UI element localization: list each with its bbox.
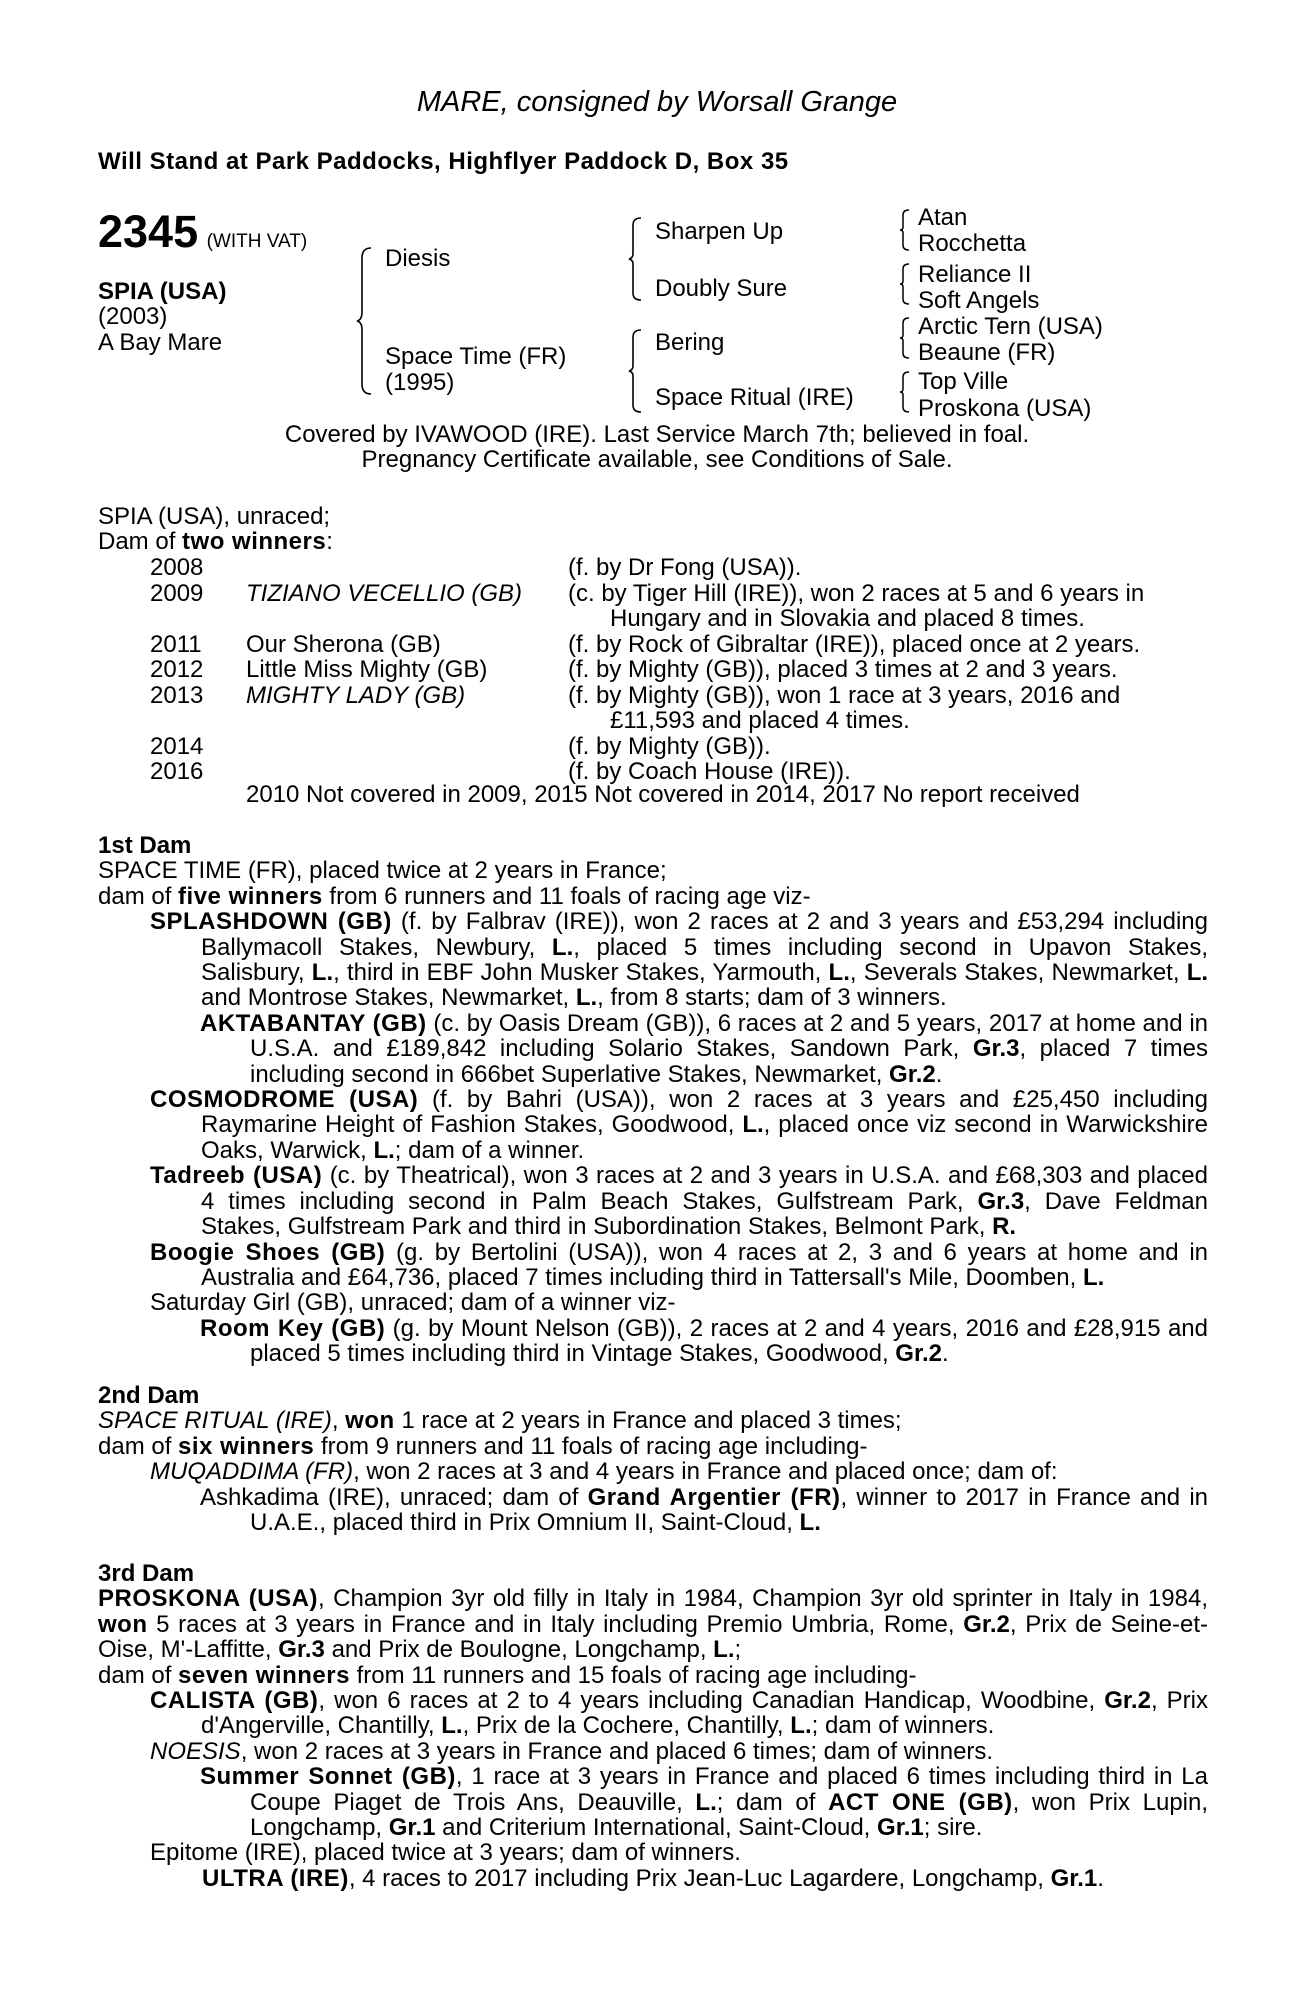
pedigree-dds: Top Ville xyxy=(918,368,1009,395)
covering-line-1: Covered by IVAWOOD (IRE). Last Service March 7th; believed in foal. xyxy=(284,421,1030,448)
pedigree-dss: Arctic Tern (USA) xyxy=(918,313,1103,340)
consignor-line: MARE, consigned by Worsall Grange xyxy=(416,86,898,118)
mare-dam-of: Dam of two winners: xyxy=(98,528,333,555)
boogie-shoes-entry: Boogie Shoes (GB) (g. by Bertolini (USA)), won 4 races at 2, 3 and 6 years at home and in Australia and £64,736, placed 7 times including third in Tattersall's Mile, Doomben, L. xyxy=(150,1238,1209,1291)
tadreeb-entry: Tadreeb (USA) (c. by Theatrical), won 3 races at 2 and 3 years in U.S.A. and £68,303 and placed 4 times including second in Palm Beach Stakes, Gulfstream Park, Gr.3, Dave Feldman Stakes, Gulfstream Park and third in Subordination Stakes, Belmont Park, R. xyxy=(150,1162,1209,1241)
produce-year: 2014 xyxy=(150,732,204,760)
produce-year: 2009 xyxy=(150,579,204,607)
pedigree-ss: Sharpen Up xyxy=(655,218,784,245)
pedigree-sds: Reliance II xyxy=(918,261,1032,288)
produce-row xyxy=(150,657,1190,683)
produce-name: Our Sherona (GB) xyxy=(246,630,441,658)
second-dam-heading: 2nd Dam xyxy=(98,1382,200,1409)
pedigree-ddd: Proskona (USA) xyxy=(918,395,1092,422)
produce-name: TIZIANO VECELLIO (GB) xyxy=(246,579,523,607)
splashdown-entry: SPLASHDOWN (GB) (f. by Falbrav (IRE)), won 2 races at 2 and 3 years and £53,294 including Ballymacoll Stakes, Newbury, L., placed 5 times including second in Upavon Stakes, Salisbury, L., third in EBF John Musker Stakes, Yarmouth, L., Severals Stakes, Newmarket, L. and Montrose Stakes, Newmarket, L., from 8 starts; dam of 3 winners. xyxy=(150,908,1209,1012)
produce-row xyxy=(150,683,1190,734)
room-key-entry: Room Key (GB) (g. by Mount Nelson (GB)), 2 races at 2 and 4 years, 2016 and £28,915 and placed 5 times including third in Vintage Stakes, Goodwood, Gr.2. xyxy=(200,1314,1209,1368)
pedigree-brace-3b xyxy=(898,262,912,306)
produce-name xyxy=(246,734,568,760)
first-dam-heading: 1st Dam xyxy=(98,832,192,859)
produce-detail: (f. by Mighty (GB)), won 1 race at 3 years, 2016 and £11,593 and placed 4 times. xyxy=(568,681,1121,734)
pedigree-sdd: Soft Angels xyxy=(918,287,1040,314)
produce-note: 2010 Not covered in 2009, 2015 Not covered in 2014, 2017 No report received xyxy=(246,781,1080,808)
produce-row xyxy=(150,734,1190,760)
pedigree-sss: Atan xyxy=(918,204,968,231)
produce-detail: (f. by Dr Fong (USA)). xyxy=(568,554,802,581)
calista-entry: CALISTA (GB), won 6 races at 2 to 4 years including Canadian Handicap, Woodbine, Gr.2, Prix d'Angerville, Chantilly, L., Prix de la Cochere, Chantilly, L.; dam of winners. xyxy=(150,1687,1209,1740)
pedigree-brace-2b xyxy=(627,328,645,414)
produce-row xyxy=(150,632,1190,658)
pedigree-brace-1 xyxy=(355,246,375,396)
pedigree-dsd: Beaune (FR) xyxy=(918,339,1056,366)
pedigree-brace-3c xyxy=(898,316,912,360)
produce-row xyxy=(150,581,1190,632)
produce-year: 2011 xyxy=(150,630,202,658)
lot-number-row xyxy=(98,206,307,258)
produce-name: MIGHTY LADY (GB) xyxy=(246,681,466,709)
produce-detail: (c. by Tiger Hill (IRE)), won 2 races at 5 and 6 years in Hungary and in Slovakia and placed 8 times. xyxy=(568,579,1145,632)
ultra-entry: ULTRA (IRE), 4 races to 2017 including Prix Jean-Luc Lagardere, Longchamp, Gr.1. xyxy=(202,1864,1104,1892)
proskona-entry: PROSKONA (USA), Champion 3yr old filly in Italy in 1984, Champion 3yr old sprinter in Italy in 1984, won 5 races at 3 years in France and in Italy including Premio Umbria, Rome, Gr.2, Prix de Seine-et-Oise, M'-Laffitte, Gr.3 and Prix de Boulogne, Longchamp, L.; xyxy=(98,1585,1208,1664)
third-dam-section xyxy=(98,1561,1208,1891)
horse-description: A Bay Mare xyxy=(98,329,223,356)
muqaddima-entry: MUQADDIMA (FR), won 2 races at 3 and 4 years in France and placed once; dam of: xyxy=(150,1458,1058,1486)
cosmodrome-entry: COSMODROME (USA) (f. by Bahri (USA)), won 2 races at 3 years and £25,450 including Raymarine Height of Fashion Stakes, Goodwood, L., placed once viz second in Warwickshire Oaks, Warwick, L.; dam of a winner. xyxy=(150,1086,1209,1164)
produce-detail: (f. by Rock of Gibraltar (IRE)), placed once at 2 years. xyxy=(568,630,1141,658)
first-dam-line-1: SPACE TIME (FR), placed twice at 2 years in France; xyxy=(98,857,667,885)
pedigree-dd: Space Ritual (IRE) xyxy=(655,384,854,411)
produce-year: 2016 xyxy=(150,758,204,785)
pedigree-brace-2a xyxy=(627,216,645,302)
location-line: Will Stand at Park Paddocks, Highflyer Paddock D, Box 35 xyxy=(98,148,789,175)
pedigree-dam: Space Time (FR) xyxy=(385,343,567,370)
produce-year: 2013 xyxy=(150,681,204,709)
second-dam-line-1: SPACE RITUAL (IRE), won 1 race at 2 years in France and placed 3 times; xyxy=(98,1407,902,1435)
produce-detail: (f. by Mighty (GB)), placed 3 times at 2 and 3 years. xyxy=(568,656,1118,683)
pedigree-dam-year: (1995) xyxy=(385,369,455,396)
produce-detail: (f. by Mighty (GB)). xyxy=(568,732,771,760)
pedigree-sd: Doubly Sure xyxy=(655,275,788,302)
third-dam-line-2: dam of seven winners from 11 runners and 15 foals of racing age including- xyxy=(98,1661,917,1689)
mare-status: SPIA (USA), unraced; xyxy=(98,503,331,530)
ashkadima-entry: Ashkadima (IRE), unraced; dam of Grand Argentier (FR), winner to 2017 in France and in U.A.E., placed third in Prix Omnium II, Saint-Cloud, L. xyxy=(200,1483,1208,1537)
second-dam-section xyxy=(98,1383,1208,1535)
first-dam-line-2: dam of five winners from 6 runners and 11 foals of racing age viz- xyxy=(98,882,811,910)
produce-name xyxy=(246,555,568,581)
covering-line-2: Pregnancy Certificate available, see Conditions of Sale. xyxy=(361,446,953,473)
horse-name: SPIA (USA) xyxy=(98,278,227,305)
produce-name: Little Miss Mighty (GB) xyxy=(246,656,488,683)
produce-year: 2012 xyxy=(150,656,204,683)
produce-year: 2008 xyxy=(150,554,204,581)
noesis-entry: NOESIS, won 2 races at 3 years in France and placed 6 times; dam of winners. xyxy=(150,1737,994,1765)
produce-detail: (f. by Coach House (IRE)). xyxy=(568,758,851,785)
second-dam-line-2: dam of six winners from 9 runners and 11 foals of racing age including- xyxy=(98,1432,868,1460)
horse-year: (2003) xyxy=(98,303,168,330)
pedigree-brace-3a xyxy=(898,208,912,252)
epitome-entry: Epitome (IRE), placed twice at 3 years; dam of winners. xyxy=(150,1839,741,1867)
pedigree-brace-3d xyxy=(898,370,912,414)
third-dam-heading: 3rd Dam xyxy=(98,1560,195,1587)
vat-label: (WITH VAT) xyxy=(206,231,308,252)
saturday-girl-entry: Saturday Girl (GB), unraced; dam of a winner viz- xyxy=(150,1289,676,1317)
first-dam-section xyxy=(98,833,1208,1367)
summer-sonnet-entry: Summer Sonnet (GB), 1 race at 3 years in France and placed 6 times including third in La Coupe Piaget de Trois Ans, Deauville, L.; dam of ACT ONE (GB), won Prix Lupin, Longchamp, Gr.1 and Criterium International, Saint-Cloud, Gr.1; sire. xyxy=(200,1763,1209,1842)
aktabantay-entry: AKTABANTAY (GB) (c. by Oasis Dream (GB)), 6 races at 2 and 5 years, 2017 at home and in U.S.A. and £189,842 including Solario Stakes, Sandown Park, Gr.3, placed 7 times including second in 666bet Superlative Stakes, Newmarket, Gr.2. xyxy=(200,1009,1208,1088)
pedigree-sire: Diesis xyxy=(385,245,451,272)
pedigree-ssd: Rocchetta xyxy=(918,230,1027,257)
pedigree-ds: Bering xyxy=(655,329,725,356)
lot-number: 2345 xyxy=(98,206,199,257)
produce-table xyxy=(150,555,1190,785)
produce-row xyxy=(150,555,1190,581)
